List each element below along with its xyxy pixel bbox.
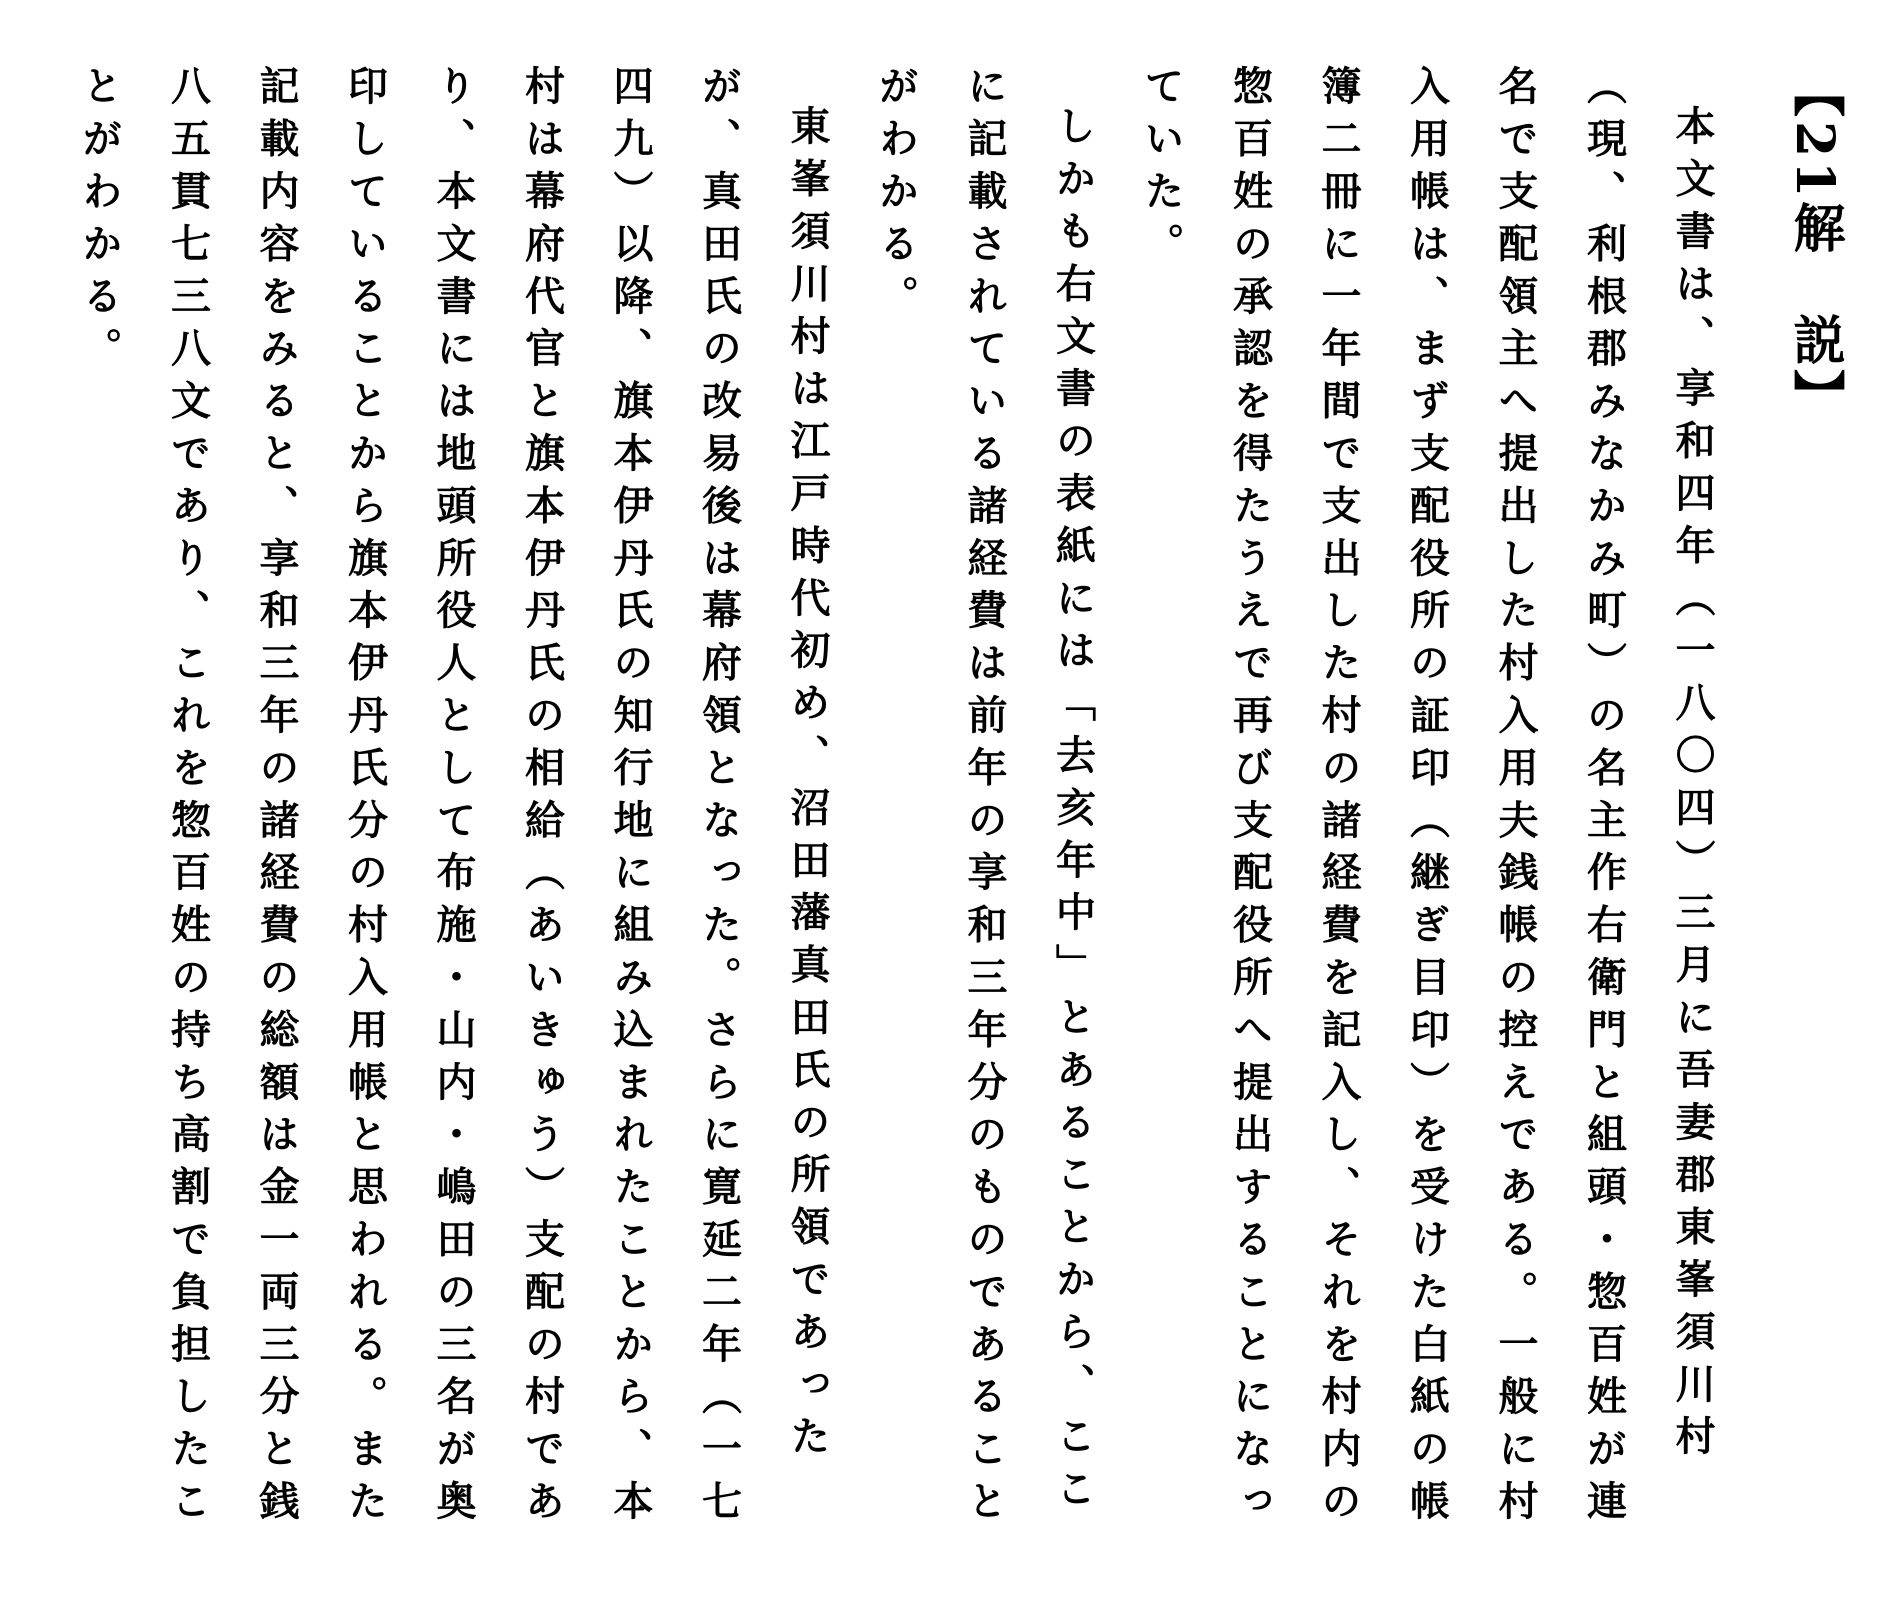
section-heading — [1784, 65, 1844, 425]
paragraph-document-overview: 本文書は、享和四年（一八〇四）三月に吾妻郡東峯須川村（現、利根郡みなかみ町）の名主作右衛門と組頭・惣百姓が連名で支配領主へ提出した村入用夫銭帳の控えである。一般に村入用帳は、まず支配役所の証印（継ぎ目印）を受けた白紙の帳簿二冊に一年間で支出した村の諸経費を記入し、それを村内の惣百姓の承認を得たうえで再び支配役所へ提出することになっていた。 — [1138, 65, 1715, 1533]
heading-number: 21 — [1784, 121, 1845, 202]
paragraph-village-history: 東峯須川村は江戸時代初め、沼田藩真田氏の所領であったが、真田氏の改易後は幕府領となった。さらに寛延二年（一七四九）以降、旗本伊丹氏の知行地に組み込まれたことから、本村は幕府代官と旗本伊丹氏の相給（あいきゅう）支配の村であり、本文書には地頭所役人として布施・山内・嶋田の三名が奥印していることから旗本伊丹氏分の村入用帳と思われる。また記載内容をみると、享和三年の諸経費の総額は金一両三分と銭八五貫七三八文であり、これを惣百姓の持ち高割で負担したことがわかる。 — [76, 65, 830, 1533]
heading-title: 解 説 — [1784, 201, 1845, 370]
commentary-body — [55, 65, 1737, 1565]
heading-close-bracket: 】 — [1784, 369, 1845, 426]
paragraph-cover-note: しかも右文書の表紙には「去亥年中」とあることから、ここに記載されている諸経費は前年の享和三年分のものであることがわかる。 — [872, 65, 1096, 1533]
heading-open-bracket: 【 — [1784, 65, 1845, 121]
